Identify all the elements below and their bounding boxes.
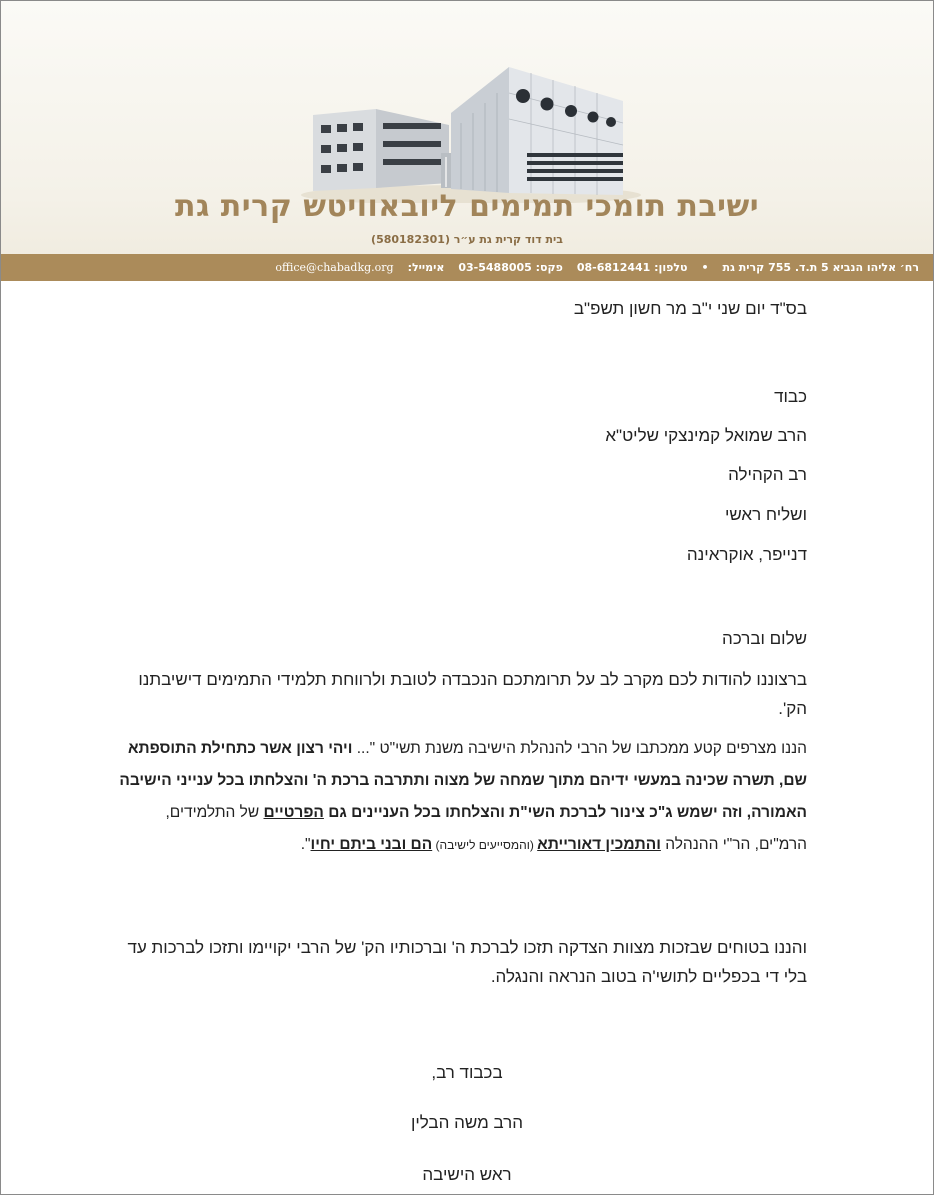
recipient-name: הרב שמואל קמינצקי שליט"א bbox=[605, 426, 807, 445]
thanks-paragraph: ברצוננו להודות לכם מקרב לב על תרומתכם הנכבדה לטובת ולרווחת תלמידי התמימים דישיבתנו הק'. bbox=[138, 670, 807, 718]
contact-band bbox=[1, 254, 933, 281]
quote-parenthetical: (והמסייעים לישיבה) bbox=[432, 838, 538, 852]
signer-title-text: ראש הישיבה bbox=[422, 1165, 512, 1184]
recipient-role: ושליח ראשי bbox=[724, 505, 807, 524]
building-illustration bbox=[301, 53, 641, 203]
signer-name bbox=[1, 1113, 933, 1133]
signer-name-text: הרב משה הבלין bbox=[410, 1113, 524, 1132]
recipient-location: דנייפר, אוקראינה bbox=[686, 545, 807, 564]
bullet-separator: • bbox=[701, 261, 709, 274]
quote-paragraph bbox=[117, 733, 807, 861]
recipient-title: רב הקהילה bbox=[728, 465, 807, 484]
quote-end: ". bbox=[300, 836, 311, 853]
phone: טלפון: 08-6812441 bbox=[576, 261, 688, 274]
quote-text-continued: של התלמידים, הרמ"ים, הר"י ההנהלה bbox=[165, 804, 807, 853]
closing-text: בכבוד רב, bbox=[431, 1063, 503, 1082]
blessing-paragraph: והננו בטוחים שבזכות מצוות הצדקה תזכו לברכת ה' וברכותיו הק' של הרבי יקויימו ותזכו לברכות עד בלי די בכפליים לתושי'ה בטוב הנראה והנגלה. bbox=[127, 938, 807, 986]
address: רח׳ אליהו הנביא 5 ת.ד. 755 קרית גת bbox=[722, 261, 919, 274]
signer-title bbox=[1, 1165, 933, 1185]
organization-registration: בית דוד קרית גת ע״ר (580182301) bbox=[371, 233, 563, 246]
organization-name: ישיבת תומכי תמימים ליובאוויטש קרית גת bbox=[174, 189, 760, 224]
quote-emphasis-private: הפרטיים bbox=[263, 804, 324, 821]
email-link[interactable]: office@chabadkg.org bbox=[275, 261, 394, 274]
quote-emphasis-families: הם ובני ביתם יחיו bbox=[310, 836, 433, 853]
email-label: אימייל: bbox=[407, 261, 445, 274]
quote-intro: הננו מצרפים קטע ממכתבו של הרבי להנהלת הישיבה משנת תשי"ט "... bbox=[352, 740, 807, 757]
letterhead bbox=[1, 1, 933, 281]
quote-text: ויהי רצון אשר כתחילת התוספתא שם, תשרה שכינה במעשי ידיהם מתוך שמחה של מצוה ותתרבה ברכת ה' והצלחתו בכל ענייני הישיבה האמורה, וזה ישמש ג"כ צינור לברכת השי"ת והצלחתו בכל העניינים גם bbox=[119, 740, 807, 821]
closing bbox=[1, 1063, 933, 1083]
quote-emphasis-supporters: והתמכין דאורייתא bbox=[537, 836, 661, 853]
greeting: שלום וברכה bbox=[722, 629, 807, 648]
date-line: בס"ד יום שני י"ב מר חשון תשפ"ב bbox=[573, 299, 807, 318]
recipient-honorific: כבוד bbox=[774, 387, 807, 406]
fax: פקס: 03-5488005 bbox=[458, 261, 563, 274]
